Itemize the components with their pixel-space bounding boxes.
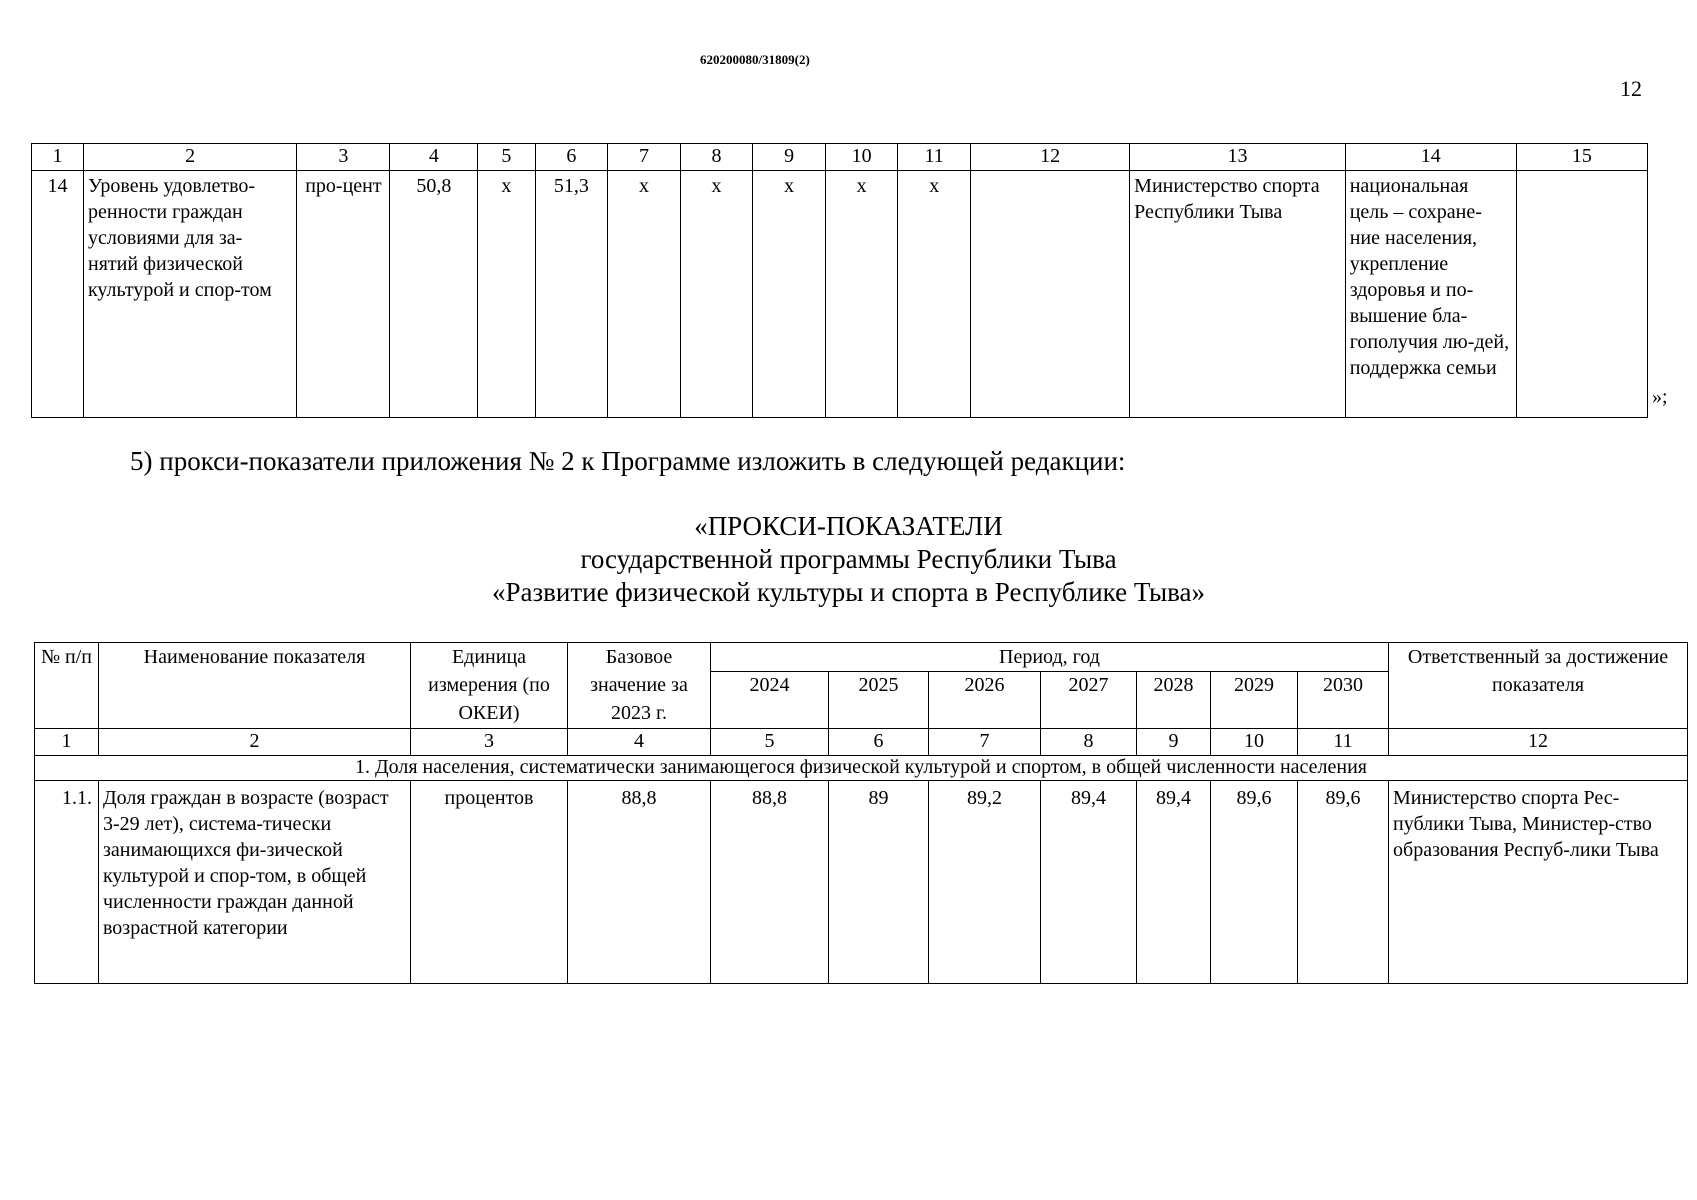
column-number: 5 <box>711 729 829 756</box>
section-heading: 1. Доля населения, систематически занимающегося физической культурой и спортом, в общей численности населения <box>35 756 1688 781</box>
value-cell: x <box>608 171 681 418</box>
value-cell <box>970 171 1129 418</box>
column-number: 6 <box>829 729 929 756</box>
value-cell: 51,3 <box>535 171 608 418</box>
column-number: 1 <box>32 144 84 171</box>
column-number-row <box>32 144 1648 171</box>
column-number: 9 <box>753 144 826 171</box>
header-year: 2030 <box>1298 672 1389 729</box>
value-cell: x <box>753 171 826 418</box>
header-year: 2026 <box>929 672 1041 729</box>
year-value: 89,4 <box>1137 781 1211 984</box>
column-number: 9 <box>1137 729 1211 756</box>
header-row <box>35 643 1688 672</box>
header-year: 2028 <box>1137 672 1211 729</box>
column-number: 14 <box>1345 144 1516 171</box>
header-unit: Единица измерения (по ОКЕИ) <box>411 643 568 729</box>
column-number: 10 <box>1211 729 1298 756</box>
header-year: 2029 <box>1211 672 1298 729</box>
column-number: 4 <box>390 144 478 171</box>
column-number: 8 <box>1041 729 1137 756</box>
unit: процентов <box>411 781 568 984</box>
column-number: 1 <box>35 729 99 756</box>
column-number: 12 <box>970 144 1129 171</box>
column-number: 5 <box>478 144 535 171</box>
responsible-cell: Министерство спорта Рес-публики Тыва, Министер-ство образования Респуб-лики Тыва <box>1389 781 1688 984</box>
year-value: 88,8 <box>711 781 829 984</box>
row-number: 14 <box>32 171 84 418</box>
column-number-row <box>35 729 1688 756</box>
indicators-table-continuation <box>31 143 1648 418</box>
row-number: 1.1. <box>35 781 99 984</box>
base-value: 88,8 <box>568 781 711 984</box>
document-code: 620200080/31809(2) <box>700 52 810 67</box>
page-number: 12 <box>1620 76 1642 101</box>
value-cell: x <box>825 171 898 418</box>
column-number: 7 <box>608 144 681 171</box>
column-number: 2 <box>99 729 411 756</box>
value-cell: x <box>478 171 535 418</box>
column-number: 3 <box>411 729 568 756</box>
header-num: № п/п <box>35 643 99 729</box>
closing-quote: »; <box>1652 386 1668 408</box>
national-goal-cell: национальная цель – сохране-ние населения, укрепление здоровья и по-вышение бла-гополучия лю-дей, поддержка семьи <box>1345 171 1516 418</box>
column-number: 11 <box>1298 729 1389 756</box>
header-year: 2024 <box>711 672 829 729</box>
year-value: 89 <box>829 781 929 984</box>
column-number: 7 <box>929 729 1041 756</box>
column-number: 3 <box>297 144 390 171</box>
section-row <box>35 756 1688 781</box>
year-value: 89,6 <box>1211 781 1298 984</box>
column-number: 6 <box>535 144 608 171</box>
header-year: 2027 <box>1041 672 1137 729</box>
column-number: 15 <box>1516 144 1647 171</box>
body-paragraph: 5) прокси-показатели приложения № 2 к Программе изложить в следующей редакции: <box>130 446 1126 476</box>
year-value: 89,2 <box>929 781 1041 984</box>
column-number: 2 <box>83 144 296 171</box>
value-cell: x <box>680 171 753 418</box>
title-line: «ПРОКСИ-ПОКАЗАТЕЛИ <box>694 511 1003 541</box>
proxy-indicators-table <box>34 642 1688 984</box>
column-number: 10 <box>825 144 898 171</box>
year-value: 89,4 <box>1041 781 1137 984</box>
value-cell: x <box>898 171 971 418</box>
column-number: 8 <box>680 144 753 171</box>
header-base: Базовое значение за 2023 г. <box>568 643 711 729</box>
column-number: 13 <box>1130 144 1346 171</box>
header-period: Период, год <box>711 643 1389 672</box>
header-responsible: Ответственный за достижение показателя <box>1389 643 1688 729</box>
table-row <box>32 171 1648 418</box>
table-row <box>35 781 1688 984</box>
responsible-cell: Министерство спорта Республики Тыва <box>1130 171 1346 418</box>
indicator-name: Доля граждан в возрасте (возраст 3-29 лет), система-тически занимающихся фи-зической культурой и спор-том, в общей численности граждан данной возрастной категории <box>99 781 411 984</box>
column-number: 4 <box>568 729 711 756</box>
column-number: 12 <box>1389 729 1688 756</box>
title-line: государственной программы Республики Тыва <box>580 544 1117 574</box>
header-name: Наименование показателя <box>99 643 411 729</box>
year-value: 89,6 <box>1298 781 1389 984</box>
section-title <box>0 510 1697 609</box>
column-number: 11 <box>898 144 971 171</box>
header-year: 2025 <box>829 672 929 729</box>
unit: про-цент <box>297 171 390 418</box>
indicator-name: Уровень удовлетво-ренности граждан условиями для за-нятий физической культурой и спор-том <box>83 171 296 418</box>
title-line: «Развитие физической культуры и спорта в Республике Тыва» <box>491 577 1206 607</box>
value-cell <box>1516 171 1647 418</box>
value-cell: 50,8 <box>390 171 478 418</box>
